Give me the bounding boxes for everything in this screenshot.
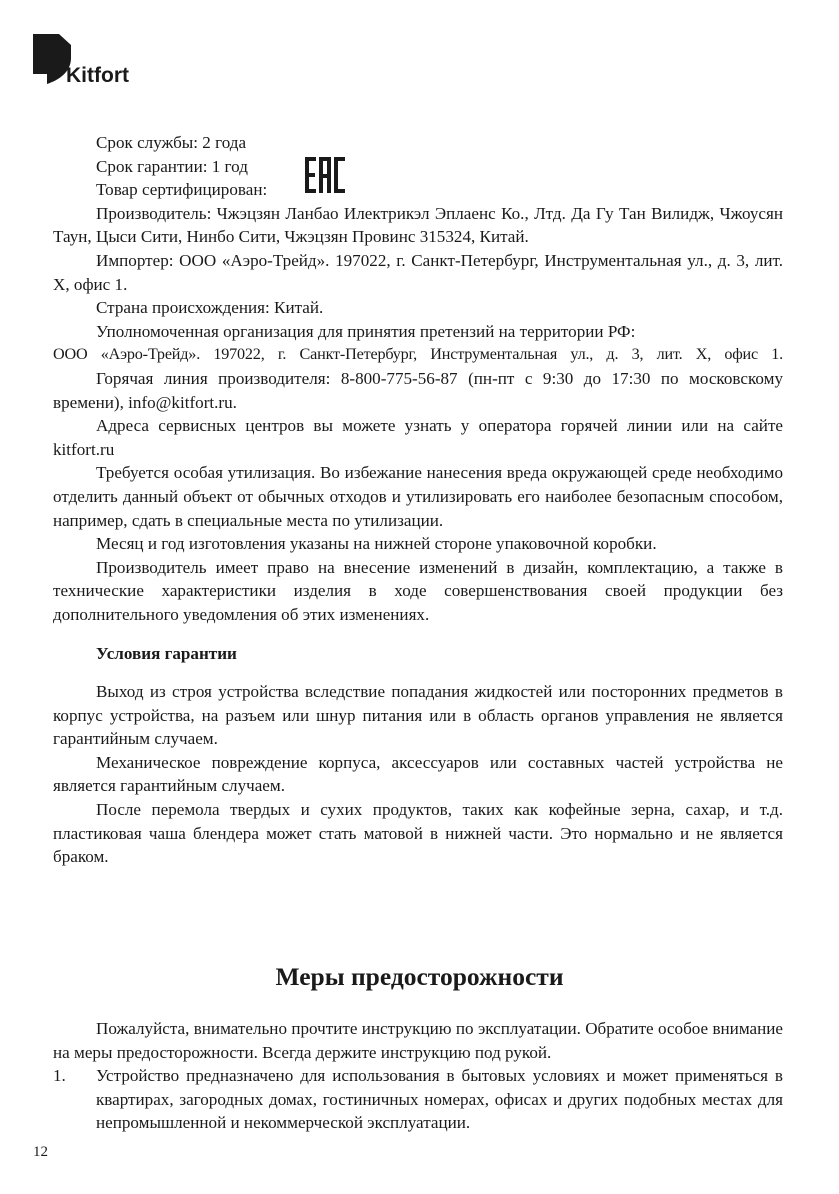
- importer: Импортер: ООО «Аэро-Трейд». 197022, г. Санкт-Петербург, Инструментальная ул., д. 3, лит. Х, офис 1.: [53, 250, 783, 294]
- page-number: 12: [33, 1144, 48, 1160]
- certification-line: [53, 178, 783, 202]
- precautions-intro: Пожалуйста, внимательно прочтите инструкцию по эксплуатации. Обратите особое внимание на меры предосторожности. Всегда держите инструкцию под рукой.: [53, 1019, 783, 1062]
- warranty-conditions-title: Условия гарантии: [96, 644, 237, 664]
- product-info: [53, 131, 783, 869]
- list-item: [53, 1064, 783, 1135]
- claims-org-address: ООО «Аэро-Трейд». 197022, г. Санкт-Петербург, Инструментальная ул., д. 3, лит. Х, офис 1.: [53, 345, 783, 364]
- list-item-number: 1.: [53, 1066, 66, 1086]
- warranty-condition-1: Выход из строя устройства вследствие попадания жидкостей или посторонних предметов в корпус устройства, на разъем или шнур питания или в область органов управления не является гарантийным случаем.: [53, 682, 783, 749]
- precautions-section: [53, 1017, 783, 1135]
- eac-mark-icon: [305, 157, 345, 193]
- logo-text: Kitfort: [66, 64, 129, 87]
- country-of-origin: Страна происхождения: Китай.: [96, 298, 324, 318]
- list-item-text: Устройство предназначено для использования в бытовых условиях и может применяться в квартирах, загородных домах, гостиничных номерах, офисах и других подобных местах для непромышленной и некоммерческой эксплуатации.: [96, 1066, 783, 1133]
- certified-label: Товар сертифицирован:: [96, 180, 268, 200]
- precautions-title: Меры предосторожности: [275, 962, 564, 991]
- warranty-condition-3: После перемола твердых и сухих продуктов, таких как кофейные зерна, сахар, и т.д. пластиковая чаша блендера может стать матовой в нижней части. Это нормально и не является браком.: [53, 800, 783, 867]
- service-centers: Адреса сервисных центров вы можете узнать у оператора горячей линии или на сайте kitfort.ru: [53, 416, 783, 459]
- service-life: Срок службы: 2 года: [96, 133, 247, 152]
- disposal: Требуется особая утилизация. Во избежание нанесения вреда окружающей среде необходимо отделить данный объект от обычных отходов и утилизировать его наиболее безопасным способом, например, сдать в специальные места по утилизации.: [53, 463, 783, 530]
- changes-notice: Производитель имеет право на внесение изменений в дизайн, комплектацию, а также в технические характеристики изделия в ходе совершенствования своей продукции без дополнительного уведомления об этих изменениях.: [53, 557, 783, 624]
- hotline: Горячая линия производителя: 8-800-775-56-87 (пн-пт с 9:30 до 17:30 по московскому времени), info@kitfort.ru.: [53, 368, 783, 412]
- warranty-condition-2: Механическое повреждение корпуса, аксессуаров или составных частей устройства не является гарантийным случаем.: [53, 752, 783, 796]
- kitfort-logo: [33, 34, 153, 94]
- warranty-period: Срок гарантии: 1 год: [96, 156, 248, 176]
- manufacturer: Производитель: Чжэцзян Ланбао Илектрикэл Эплаенс Ко., Лтд. Да Гу Тан Вилидж, Чжоусян Таун, Цыси Сити, Нинбо Сити, Чжэцзян Провинс 315324, Китай.: [53, 203, 783, 247]
- claims-org-label: Уполномоченная организация для принятия претензий на территории РФ:: [96, 321, 636, 341]
- manufacture-date: Месяц и год изготовления указаны на нижней стороне упаковочной коробки.: [96, 534, 657, 554]
